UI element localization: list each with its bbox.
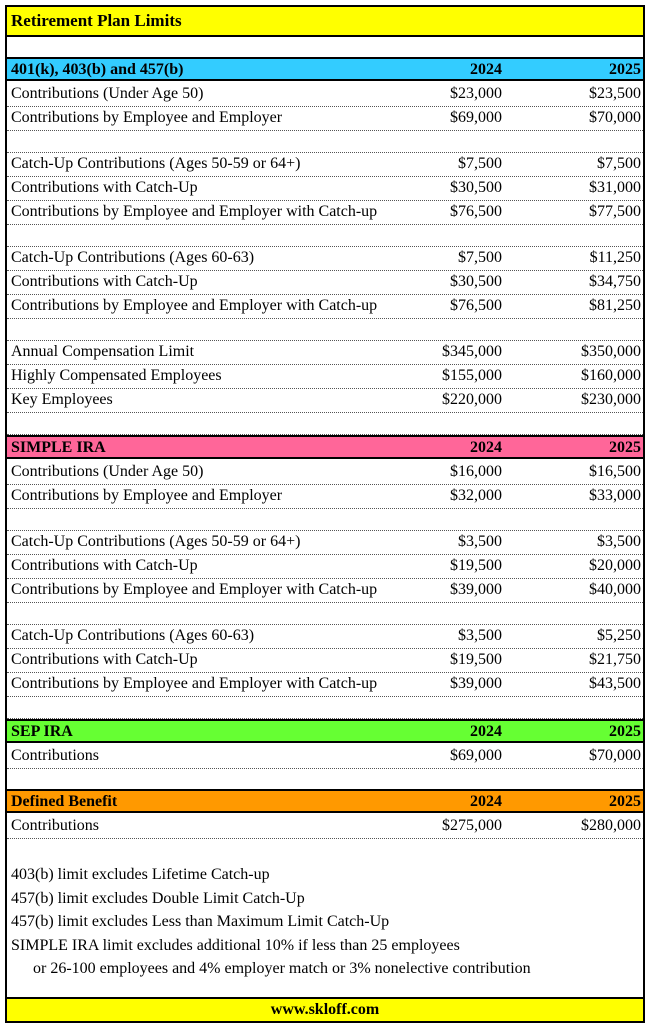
value-2025: $81,250 [589, 297, 641, 314]
row-label: Contributions [11, 747, 100, 764]
table-row [7, 485, 643, 509]
title-bar [7, 7, 643, 37]
row-label: Catch-Up Contributions (Ages 60-63) [11, 249, 255, 266]
table-row [7, 815, 643, 839]
row-label: Contributions by Employee and Employer with Catch-up [11, 203, 378, 220]
value-2024: $30,500 [450, 179, 502, 196]
row-label: Contributions (Under Age 50) [11, 85, 204, 102]
value-2024: $220,000 [442, 391, 502, 408]
row-label: Contributions [11, 817, 100, 834]
table-row [7, 247, 643, 271]
section-title: SIMPLE IRA [11, 439, 106, 456]
value-2024: $3,500 [458, 627, 502, 644]
value-2025: $16,500 [589, 463, 641, 480]
year-header: 2025 [609, 439, 641, 456]
year-header: 2025 [609, 793, 641, 810]
table-row [7, 201, 643, 225]
year-header: 2024 [470, 793, 502, 810]
value-2025: $160,000 [581, 367, 641, 384]
value-2025: $31,000 [589, 179, 641, 196]
notes [11, 863, 631, 981]
row-label: Contributions with Catch-Up [11, 557, 198, 574]
row-label: Contributions with Catch-Up [11, 179, 198, 196]
row-label: Contributions by Employee and Employer [11, 109, 283, 126]
row-label: Catch-Up Contributions (Ages 50-59 or 64+) [11, 155, 301, 172]
table-row [7, 649, 643, 673]
row-label: Contributions by Employee and Employer with Catch-up [11, 675, 378, 692]
value-2025: $43,500 [589, 675, 641, 692]
section-header-sep [7, 719, 643, 743]
value-2024: $7,500 [458, 249, 502, 266]
table-row [7, 107, 643, 131]
table-row [7, 389, 643, 413]
table-row [7, 295, 643, 319]
row-label: Contributions by Employee and Employer with Catch-up [11, 297, 378, 314]
value-2025: $77,500 [589, 203, 641, 220]
row-label: Annual Compensation Limit [11, 343, 195, 360]
value-2024: $7,500 [458, 155, 502, 172]
spacer-row [7, 603, 643, 625]
row-label: Contributions by Employee and Employer with Catch-up [11, 581, 378, 598]
row-label: Contributions by Employee and Employer [11, 487, 283, 504]
value-2024: $76,500 [450, 297, 502, 314]
value-2025: $34,750 [589, 273, 641, 290]
note-line: 403(b) limit excludes Lifetime Catch-up [11, 866, 270, 883]
spacer-row [7, 509, 643, 531]
spacer-row [7, 413, 643, 435]
value-2024: $19,500 [450, 651, 502, 668]
value-2025: $230,000 [581, 391, 641, 408]
spacer-row [7, 225, 643, 247]
value-2024: $19,500 [450, 557, 502, 574]
value-2024: $16,000 [450, 463, 502, 480]
section-header-s401 [7, 57, 643, 81]
note-line: SIMPLE IRA limit excludes additional 10% if less than 25 employees [11, 936, 460, 954]
value-2025: $11,250 [589, 249, 641, 266]
spacer-row [7, 131, 643, 153]
value-2025: $33,000 [589, 487, 641, 504]
retirement-limits-sheet [5, 5, 645, 1023]
section-title: SEP IRA [11, 723, 73, 740]
spacer-row [7, 697, 643, 719]
row-label: Contributions with Catch-Up [11, 273, 198, 290]
table-row [7, 673, 643, 697]
value-2025: $70,000 [589, 109, 641, 126]
note-line: 457(b) limit excludes Double Limit Catch-Up [11, 889, 305, 907]
table-row [7, 579, 643, 603]
value-2024: $345,000 [442, 343, 502, 360]
value-2025: $70,000 [589, 747, 641, 764]
value-2025: $280,000 [581, 817, 641, 834]
value-2024: $76,500 [450, 203, 502, 220]
value-2024: $69,000 [450, 747, 502, 764]
value-2025: $20,000 [589, 557, 641, 574]
value-2025: $7,500 [597, 155, 641, 172]
value-2025: $40,000 [589, 581, 641, 598]
value-2024: $23,000 [450, 85, 502, 102]
value-2025: $21,750 [589, 651, 641, 668]
table-row [7, 341, 643, 365]
table-row [7, 83, 643, 107]
table-row [7, 271, 643, 295]
note-line: 457(b) limit excludes Less than Maximum Limit Catch-Up [11, 913, 390, 930]
value-2025: $5,250 [597, 627, 641, 644]
value-2025: $23,500 [589, 85, 641, 102]
spacer-row [7, 769, 643, 791]
spacer-row [7, 37, 643, 59]
value-2024: $32,000 [450, 487, 502, 504]
value-2024: $69,000 [450, 109, 502, 126]
value-2024: $39,000 [450, 675, 502, 692]
value-2024: $275,000 [442, 817, 502, 834]
table-row [7, 461, 643, 485]
value-2025: $350,000 [581, 343, 641, 360]
value-2024: $39,000 [450, 581, 502, 598]
section-title: Defined Benefit [11, 793, 118, 810]
year-header: 2024 [470, 439, 502, 456]
value-2024: $3,500 [458, 533, 502, 550]
table-row [7, 555, 643, 579]
row-label: Key Employees [11, 391, 113, 408]
section-title: 401(k), 403(b) and 457(b) [11, 61, 184, 78]
spacer-row [7, 319, 643, 341]
row-label: Contributions (Under Age 50) [11, 463, 204, 480]
value-2024: $30,500 [450, 273, 502, 290]
footer-website[interactable]: www.skloff.com [7, 997, 643, 1021]
note-line: or 26-100 employees and 4% employer match or 3% nonelective contribution [33, 960, 531, 977]
value-2024: $155,000 [442, 367, 502, 384]
section-header-simple [7, 435, 643, 459]
table-row [7, 153, 643, 177]
year-header: 2025 [609, 61, 641, 78]
row-label: Highly Compensated Employees [11, 367, 222, 384]
table-row [7, 745, 643, 769]
row-label: Catch-Up Contributions (Ages 50-59 or 64+) [11, 533, 301, 550]
section-header-db [7, 789, 643, 813]
year-header: 2025 [609, 723, 641, 740]
year-header: 2024 [470, 61, 502, 78]
row-label: Catch-Up Contributions (Ages 60-63) [11, 627, 255, 644]
value-2025: $3,500 [597, 533, 641, 550]
table-row [7, 177, 643, 201]
table-row [7, 365, 643, 389]
table-row [7, 625, 643, 649]
year-header: 2024 [470, 723, 502, 740]
row-label: Contributions with Catch-Up [11, 651, 198, 668]
table-row [7, 531, 643, 555]
sheet-title: Retirement Plan Limits [11, 11, 182, 30]
